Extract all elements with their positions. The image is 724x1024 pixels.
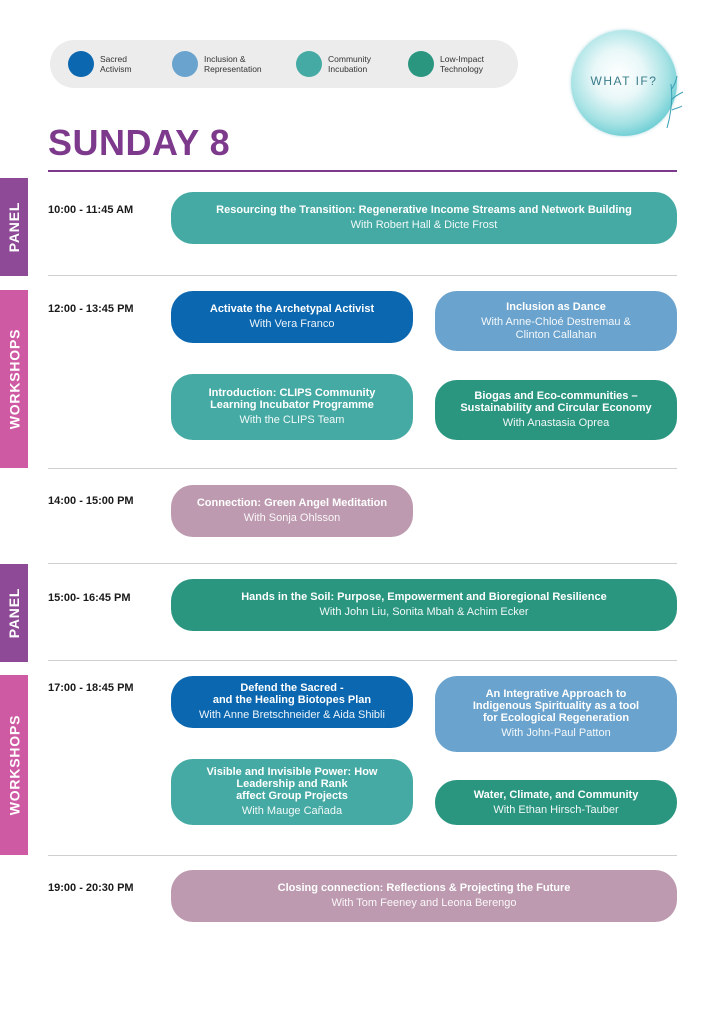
title-divider	[48, 170, 677, 172]
session-card[interactable]	[171, 291, 413, 343]
session-title: Activate the Archetypal Activist	[209, 303, 375, 315]
session-title: Hands in the Soil: Purpose, Empowerment and Bioregional Resilience	[241, 591, 607, 603]
session-title: Introduction: CLIPS Community Learning Incubator Programme	[208, 387, 376, 411]
session-title: Biogas and Eco-communities – Sustainability and Circular Economy	[460, 390, 652, 414]
session-title: Inclusion as Dance	[506, 300, 606, 313]
workshops-tag-label: WORKSHOPS	[6, 328, 23, 430]
workshops-tag	[0, 675, 28, 855]
session-host: With Anastasia Oprea	[502, 417, 610, 429]
session-host: With Vera Franco	[249, 318, 335, 330]
session-host: With John-Paul Patton	[501, 727, 611, 739]
time-slot: 12:00 - 13:45 PM	[48, 303, 134, 315]
row-divider	[48, 855, 677, 856]
session-host: With Ethan Hirsch-Tauber	[493, 803, 619, 816]
session-card[interactable]	[171, 759, 413, 825]
session-card[interactable]	[435, 676, 677, 752]
legend-dot-icon	[296, 51, 322, 77]
page-title: SUNDAY 8	[48, 122, 231, 163]
session-host: With Anne Bretschneider & Aida Shibli	[199, 709, 385, 721]
panel-tag-label: PANEL	[6, 587, 23, 639]
legend-label: Inclusion & Representation	[204, 54, 262, 74]
what-if-logo	[571, 30, 677, 136]
session-card[interactable]	[435, 380, 677, 440]
session-host: With John Liu, Sonita Mbah & Achim Ecker	[319, 606, 529, 618]
legend-dot-icon	[68, 51, 94, 77]
session-host: With Mauge Cañada	[241, 805, 343, 817]
legend-dot-icon	[408, 51, 434, 77]
session-host: With Robert Hall & Dicte Frost	[350, 219, 498, 231]
session-card[interactable]	[171, 485, 413, 537]
session-title: Water, Climate, and Community	[473, 788, 639, 801]
time-slot: 10:00 - 11:45 AM	[48, 204, 134, 216]
session-card[interactable]	[435, 291, 677, 351]
category-legend	[50, 40, 518, 88]
legend-dot-icon	[172, 51, 198, 77]
session-card[interactable]	[171, 870, 677, 922]
workshops-tag	[0, 290, 28, 468]
row-divider	[48, 660, 677, 661]
session-host: With the CLIPS Team	[239, 414, 345, 426]
session-title: Defend the Sacred - and the Healing Biotopes Plan	[212, 682, 372, 706]
legend-item-inclusion	[172, 50, 262, 78]
session-title: Resourcing the Transition: Regenerative Income Streams and Network Building	[216, 204, 632, 216]
session-host: With Anne-Chloé Destremau & Clinton Callahan	[481, 315, 631, 341]
session-card[interactable]	[171, 374, 413, 440]
legend-item-low-impact	[408, 50, 484, 78]
panel-tag	[0, 178, 28, 276]
time-slot: 15:00- 16:45 PM	[48, 592, 131, 604]
session-title: Closing connection: Reflections & Projecting the Future	[277, 882, 571, 894]
session-title: Visible and Invisible Power: How Leadership and Rank affect Group Projects	[206, 766, 378, 802]
legend-label: Low-Impact Technology	[440, 54, 484, 74]
session-card[interactable]	[171, 192, 677, 244]
row-divider	[48, 563, 677, 564]
time-slot: 19:00 - 20:30 PM	[48, 882, 134, 894]
workshops-tag-label: WORKSHOPS	[6, 714, 23, 816]
legend-label: Community Incubation	[328, 54, 371, 74]
session-card[interactable]	[171, 676, 413, 728]
legend-label: Sacred Activism	[100, 54, 132, 74]
session-host: With Tom Feeney and Leona Berengo	[331, 897, 517, 909]
branch-icon	[663, 70, 685, 130]
session-title: Connection: Green Angel Meditation	[196, 497, 388, 509]
session-card[interactable]	[171, 579, 677, 631]
session-card[interactable]	[435, 780, 677, 825]
session-host: With Sonja Ohlsson	[243, 512, 341, 524]
row-divider	[48, 468, 677, 469]
legend-item-sacred-activism	[68, 50, 132, 78]
time-slot: 17:00 - 18:45 PM	[48, 682, 134, 694]
legend-item-community	[296, 50, 371, 78]
panel-tag	[0, 564, 28, 662]
panel-tag-label: PANEL	[6, 201, 23, 253]
row-divider	[48, 275, 677, 276]
session-title: An Integrative Approach to Indigenous Spirituality as a tool for Ecological Regeneration	[472, 688, 640, 724]
logo-text: WHAT IF?	[590, 74, 658, 88]
time-slot: 14:00 - 15:00 PM	[48, 495, 134, 507]
